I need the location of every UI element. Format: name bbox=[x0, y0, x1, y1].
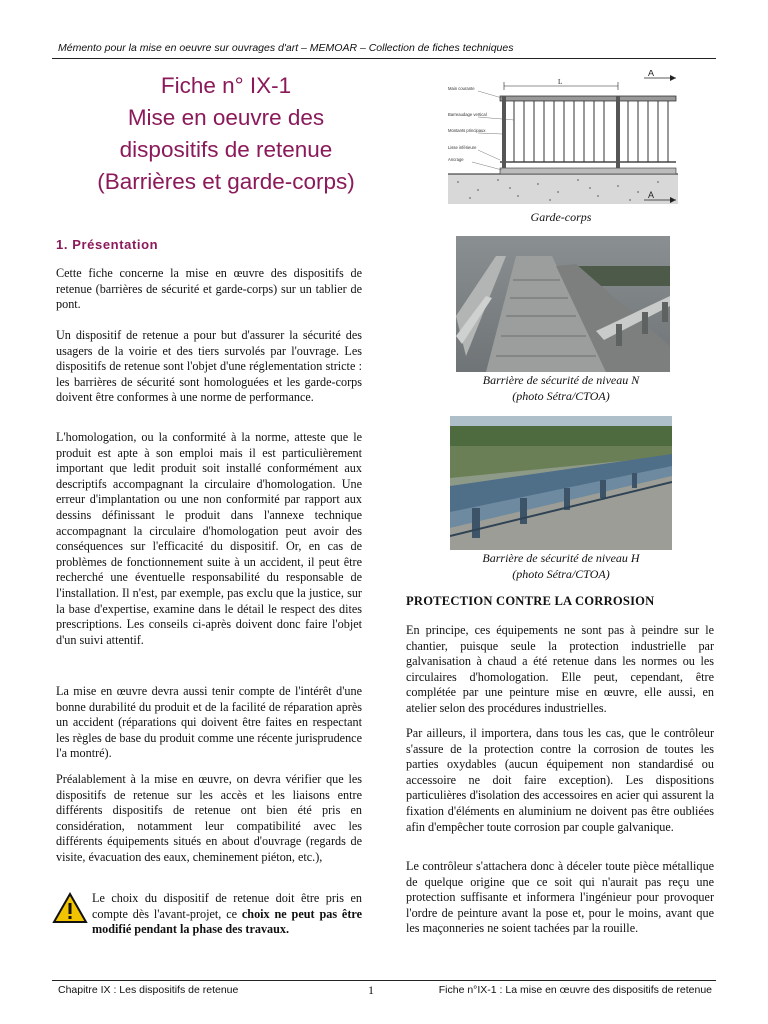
warning-text-normal: Le choix du dispositif de retenue doit être pris en compte dès l'avant-projet, ce bbox=[92, 891, 362, 921]
photo-barrier-level-n bbox=[456, 236, 670, 372]
footer-chapter: Chapitre IX : Les dispositifs de retenue bbox=[58, 984, 239, 996]
paragraph-purpose: Un dispositif de retenue a pour but d'assurer la sécurité des usagers de la voirie et des tiers survolés par l'ouvrage. Les dispositifs de retenue sont l'objet d'une réglementation stricte : les barrières de sécurité sont homologuées et les garde-corps doivent être conformes à une norme de performance. bbox=[56, 328, 362, 405]
footer-fiche: Fiche n°IX-1 : La mise en œuvre des dispositifs de retenue bbox=[438, 984, 712, 996]
header-divider bbox=[52, 58, 716, 59]
title-line-4: (Barrières et garde-corps) bbox=[97, 169, 355, 194]
footer-divider bbox=[52, 980, 716, 981]
diagram-label-a-top: A bbox=[648, 70, 655, 78]
photo1-caption-line-2: (photo Sétra/CTOA) bbox=[512, 388, 610, 403]
diagram-label-bars: Barreaudage vertical bbox=[448, 112, 487, 117]
running-header: Mémento pour la mise en oeuvre sur ouvrages d'art – MEMOAR – Collection de fiches techniques bbox=[58, 42, 514, 54]
diagram-label-l: L bbox=[558, 78, 563, 86]
page-number: 1 bbox=[368, 983, 374, 997]
diagram-label-posts: Montants principaux bbox=[448, 128, 486, 133]
diagram-label-anchor: Ancrage bbox=[448, 157, 464, 162]
warning-icon bbox=[52, 892, 88, 924]
corrosion-paragraph-1: En principe, ces équipements ne sont pas à peindre sur le chantier, puisque seule la protection industrielle par galvanisation à chaud a été retenue dans les normes ou les circulaires d'homologation. Elle peut, cependant, être complétée par une peinture mise en œuvre, elle aussi, en atelier selon des procédures industrielles. bbox=[406, 623, 714, 715]
title-line-2: Mise en oeuvre des bbox=[127, 105, 325, 130]
corrosion-paragraph-3: Le contrôleur s'attachera donc à déceler toute pièce métallique de quelque origine que ce soit qui n'aurait pas reçu une protection suffisante et informera l'ingénieur pour provoquer l'ordre de peinture avant la pose et, pour le moins, avant que les maçonneries ne soient tachées par la rouille. bbox=[406, 859, 714, 936]
photo1-caption bbox=[408, 373, 714, 404]
corrosion-paragraph-2: Par ailleurs, il importera, dans tous les cas, que le contrôleur s'assure de la protection contre la corrosion de toutes les parties oxydables (aucun équipement non standardisé ou accessoire ne doit faire exception). Les dispositions particulières d'isolation des accessoires en acier qui assurent la fixation d'éléments en aluminium ne doivent pas être oubliées afin d'empêcher toute corrosion par couple galvanique. bbox=[406, 726, 714, 834]
paragraph-homologation: L'homologation, ou la conformité à la norme, atteste que le produit est apte à son emploi mais il est particulièrement important que ledit produit soit installé conformément aux descriptifs accompagnant la circulaire d'homologation. Une erreur d'implantation ou une non conformité par rapport aux dessins définissant le produit dans l'annexe technique accompagnant la circulaire d'homologation peut avoir des conséquences sur l'efficacité du dispositif. Or, en cas de problèmes de fonctionnement suite à un accident, il peut être recherché une éventuelle responsabilité du responsable de l'installation. Il n'est, par exemple, pas exclu que la justice, sur la base d'expertise, examine dans le détail le respect des dites prescriptions. Les conseils ci-après doivent donc faire l'objet d'un suivi attentif. bbox=[56, 430, 362, 647]
title-line-3: dispositifs de retenue bbox=[119, 137, 333, 162]
photo2-caption bbox=[408, 551, 714, 582]
photo2-caption-line-2: (photo Sétra/CTOA) bbox=[512, 566, 610, 581]
page-title bbox=[56, 70, 396, 198]
warning-text-line-start bbox=[92, 891, 362, 938]
paragraph-preliminary: Préalablement à la mise en œuvre, on devra vérifier que les dispositifs de retenue sur les accès et les liaisons entre différents dispositifs de retenue ont bien été pris en considération, notamment leur compatibilité avec les différents équipements situés en about d'ouvrage (regards de visite, évacuation des eaux, cheminement piéton, etc.), bbox=[56, 772, 362, 864]
section-heading: 1. Présentation bbox=[56, 237, 159, 252]
guardrail-diagram bbox=[448, 70, 678, 205]
diagram-label-lower-rail: Lisse inférieure bbox=[448, 145, 477, 150]
warning-text-bold: choix ne peut pas être modifié pendant la phase des travaux. bbox=[92, 906, 362, 937]
diagram-caption: Garde-corps bbox=[530, 210, 592, 224]
photo-barrier-level-h bbox=[450, 416, 672, 550]
title-line-1: Fiche n° IX-1 bbox=[160, 73, 292, 98]
paragraph-intro: Cette fiche concerne la mise en œuvre des dispositifs de retenue (barrières de sécurité et garde-corps) sur un tablier de pont. bbox=[56, 266, 362, 312]
photo2-caption-line-1: Barrière de sécurité de niveau H bbox=[482, 551, 640, 565]
diagram-label-a-bottom: A bbox=[648, 190, 655, 200]
photo1-caption-line-1: Barrière de sécurité de niveau N bbox=[482, 373, 640, 387]
corrosion-heading: PROTECTION CONTRE LA CORROSION bbox=[406, 594, 655, 608]
diagram-label-handrail: Main courante bbox=[448, 86, 475, 91]
paragraph-durability: La mise en œuvre devra aussi tenir compte de l'intérêt d'une bonne durabilité du produit et de la facilité de réparation après un accident (réparations qui doivent être faites en respectant les règles de base du produit comme une récente jurisprudence l'a montré). bbox=[56, 684, 362, 761]
